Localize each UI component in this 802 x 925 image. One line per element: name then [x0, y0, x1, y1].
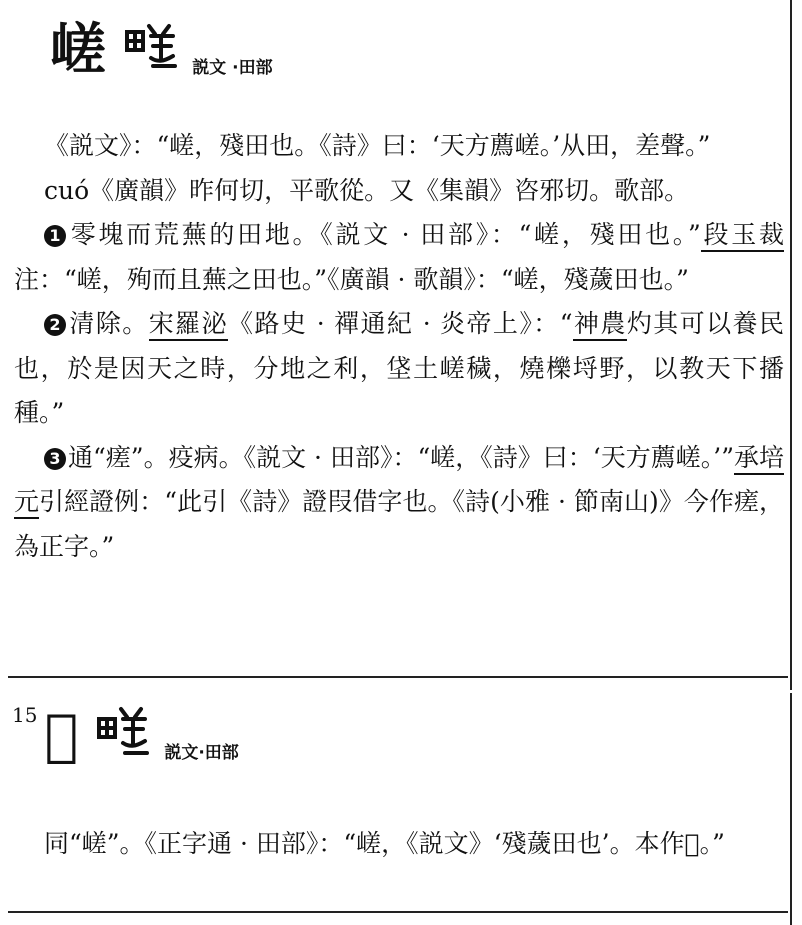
sense-2	[14, 302, 784, 436]
sense1-text-b: 注：“嵯，殉而且蕪之田也。”《廣韻 · 歌韻》：“嵯，殘薉田也。”	[14, 264, 689, 294]
sense-number-2: 2	[44, 314, 66, 336]
entry1-body	[14, 124, 784, 569]
seal-script-glyph	[123, 18, 179, 78]
entry2-source: 説文·田部	[164, 743, 239, 763]
entry2-body	[14, 822, 784, 867]
sense2-text-c: 灼其可以養民也，於是因天之時，分地之利，垡土嵯穢，燒櫟埒野，以教天下播種。”	[14, 309, 784, 427]
entry2-headword: 𤳀	[44, 702, 77, 768]
sense2-text-b: 《路史 · 禪通紀 · 炎帝上》：“	[228, 309, 573, 338]
sense3-person-name: 承培元	[14, 443, 784, 520]
entry2-header	[12, 702, 239, 768]
entry1-header	[50, 17, 273, 83]
sense1-text-a: 零塊而荒蕪的田地。《説文 · 田部》：“嵯，殘田也。”	[68, 220, 701, 249]
sense-number-3: 3	[44, 448, 66, 470]
sense2-text-a: 清除。	[68, 309, 149, 338]
sense-number-1: 1	[44, 225, 66, 247]
entry2-definition: 同“嵯”。《正字通 · 田部》：“嵯，《説文》‘殘薉田也’。本作𤳀。”	[44, 829, 725, 858]
sense3-text-b: 引經證例：“此引《詩》證叚借字也。《詩(小雅 · 節南山)》今作瘥，為正字。”	[14, 487, 784, 561]
sense2-person-name-2: 神農	[573, 309, 627, 341]
entry2-number: 15	[12, 703, 38, 727]
sense1-person-name: 段玉裁	[701, 220, 784, 252]
entry1-pronunciation: cuó《廣韻》昨何切，平歌從。又《集韻》咨邪切。歌部。	[44, 175, 690, 205]
entry1-source: 説文 ·田部	[192, 58, 273, 78]
right-border-top	[790, 0, 792, 690]
bottom-rule	[8, 911, 788, 913]
right-border-bottom	[790, 693, 792, 925]
sense2-person-name: 宋羅泌	[149, 309, 228, 341]
sense3-text-a: 通“瘥”。疫病。《説文 · 田部》：“嵯，《詩》曰：‘天方薦嵯。’”	[68, 442, 734, 472]
entry1-headword: 嵯	[50, 17, 104, 83]
seal-script-glyph-2	[95, 703, 151, 763]
sense-1	[14, 213, 784, 302]
entry-divider	[8, 676, 788, 678]
entry1-origin: 《説文》：“嵯，殘田也。《詩》曰：‘天方薦嵯。’从田，差聲。”	[44, 131, 711, 160]
sense-3	[14, 436, 784, 570]
